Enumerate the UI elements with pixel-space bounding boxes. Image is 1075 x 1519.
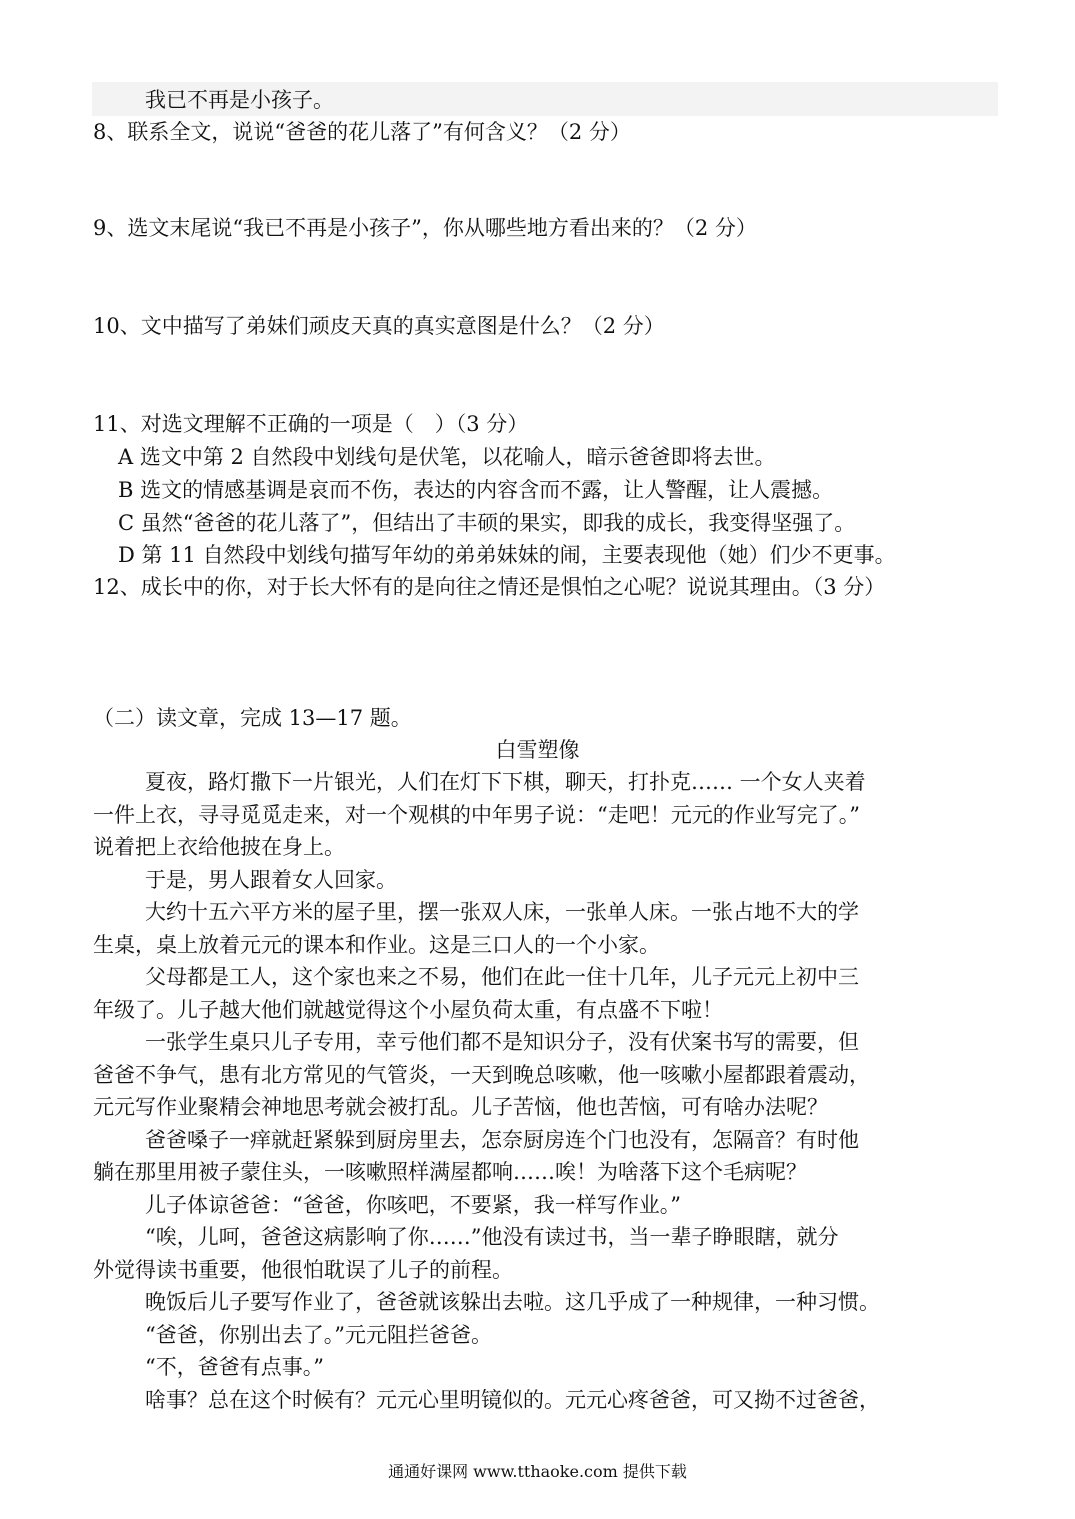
article-line: 一张学生桌只儿子专用，幸亏他们都不是知识分子，没有伏案书写的需要，但: [145, 1030, 859, 1054]
question-11-option-b: B 选文的情感基调是哀而不伤，表达的内容含而不露，让人警醒，让人震撼。: [118, 478, 834, 502]
question-11-option-a: A 选文中第 2 自然段中划线句是伏笔，以花喻人，暗示爸爸即将去世。: [118, 445, 776, 469]
article-line: 生桌，桌上放着元元的课本和作业。这是三口人的一个小家。: [93, 933, 660, 957]
article-line: 外觉得读书重要，他很怕耽误了儿子的前程。: [93, 1258, 513, 1282]
top-line: 我已不再是小孩子。: [145, 88, 334, 112]
article-line: 儿子体谅爸爸：“爸爸，你咳吧，不要紧，我一样写作业。”: [145, 1193, 681, 1217]
section-2-heading: （二）读文章，完成 13—17 题。: [93, 706, 412, 730]
article-line: 躺在那里用被子蒙住头，一咳嗽照样满屋都响……唉！为啥落下这个毛病呢？: [93, 1160, 807, 1184]
article-line: 一件上衣，寻寻觅觅走来，对一个观棋的中年男子说：“走吧！元元的作业写完了。”: [93, 803, 860, 827]
article-line: 晚饭后儿子要写作业了，爸爸就该躲出去啦。这几乎成了一种规律，一种习惯。: [145, 1290, 880, 1314]
article-line: 夏夜，路灯撒下一片银光，人们在灯下下棋，聊天，打扑克…… 一个女人夹着: [145, 770, 866, 794]
question-11-option-c: C 虽然“爸爸的花儿落了”，但结出了丰硕的果实，即我的成长，我变得坚强了。: [118, 511, 856, 535]
article-line: 爸爸不争气，患有北方常见的气管炎，一天到晚总咳嗽，他一咳嗽小屋都跟着震动，: [93, 1063, 870, 1087]
article-line: “唉，儿呵，爸爸这病影响了你……”他没有读过书，当一辈子睁眼瞎，就分: [145, 1225, 839, 1249]
article-line: 大约十五六平方米的屋子里，摆一张双人床，一张单人床。一张占地不大的学: [145, 900, 859, 924]
article-line: 父母都是工人，这个家也来之不易，他们在此一住十几年，儿子元元上初中三: [145, 965, 859, 989]
question-9: 9、选文末尾说“我已不再是小孩子”，你从哪些地方看出来的？（2 分）: [93, 216, 757, 240]
question-8: 8、联系全文，说说“爸爸的花儿落了”有何含义？（2 分）: [93, 120, 631, 144]
article-line: 于是，男人跟着女人回家。: [145, 868, 397, 892]
article-line: 爸爸嗓子一痒就赶紧躲到厨房里去，怎奈厨房连个门也没有，怎隔音？有时他: [145, 1128, 859, 1152]
article-title: 白雪塑像: [495, 738, 580, 762]
question-11-option-d: D 第 11 自然段中划线句描写年幼的弟弟妹妹的闹，主要表现他（她）们少不更事。: [118, 543, 896, 567]
article-line: “不，爸爸有点事。”: [145, 1355, 324, 1379]
page-footer: 通通好课网 www.tthaoke.com 提供下载: [388, 1462, 687, 1481]
article-line: 啥事？总在这个时候有？元元心里明镜似的。元元心疼爸爸，可又拗不过爸爸，: [145, 1388, 880, 1412]
article-line: 说着把上衣给他披在身上。: [93, 835, 345, 859]
question-12: 12、成长中的你，对于长大怀有的是向往之情还是惧怕之心呢？说说其理由。（3 分）: [93, 575, 886, 599]
article-line: “爸爸，你别出去了。”元元阻拦爸爸。: [145, 1323, 492, 1347]
question-11-stem: 11、对选文理解不正确的一项是（ ）（3 分）: [93, 412, 529, 436]
article-line: 年级了。儿子越大他们就越觉得这个小屋负荷太重，有点盛不下啦！: [93, 998, 723, 1022]
article-line: 元元写作业聚精会神地思考就会被打乱。儿子苦恼，他也苦恼，可有啥办法呢？: [93, 1095, 828, 1119]
question-10: 10、文中描写了弟妹们顽皮天真的真实意图是什么？（2 分）: [93, 314, 665, 338]
